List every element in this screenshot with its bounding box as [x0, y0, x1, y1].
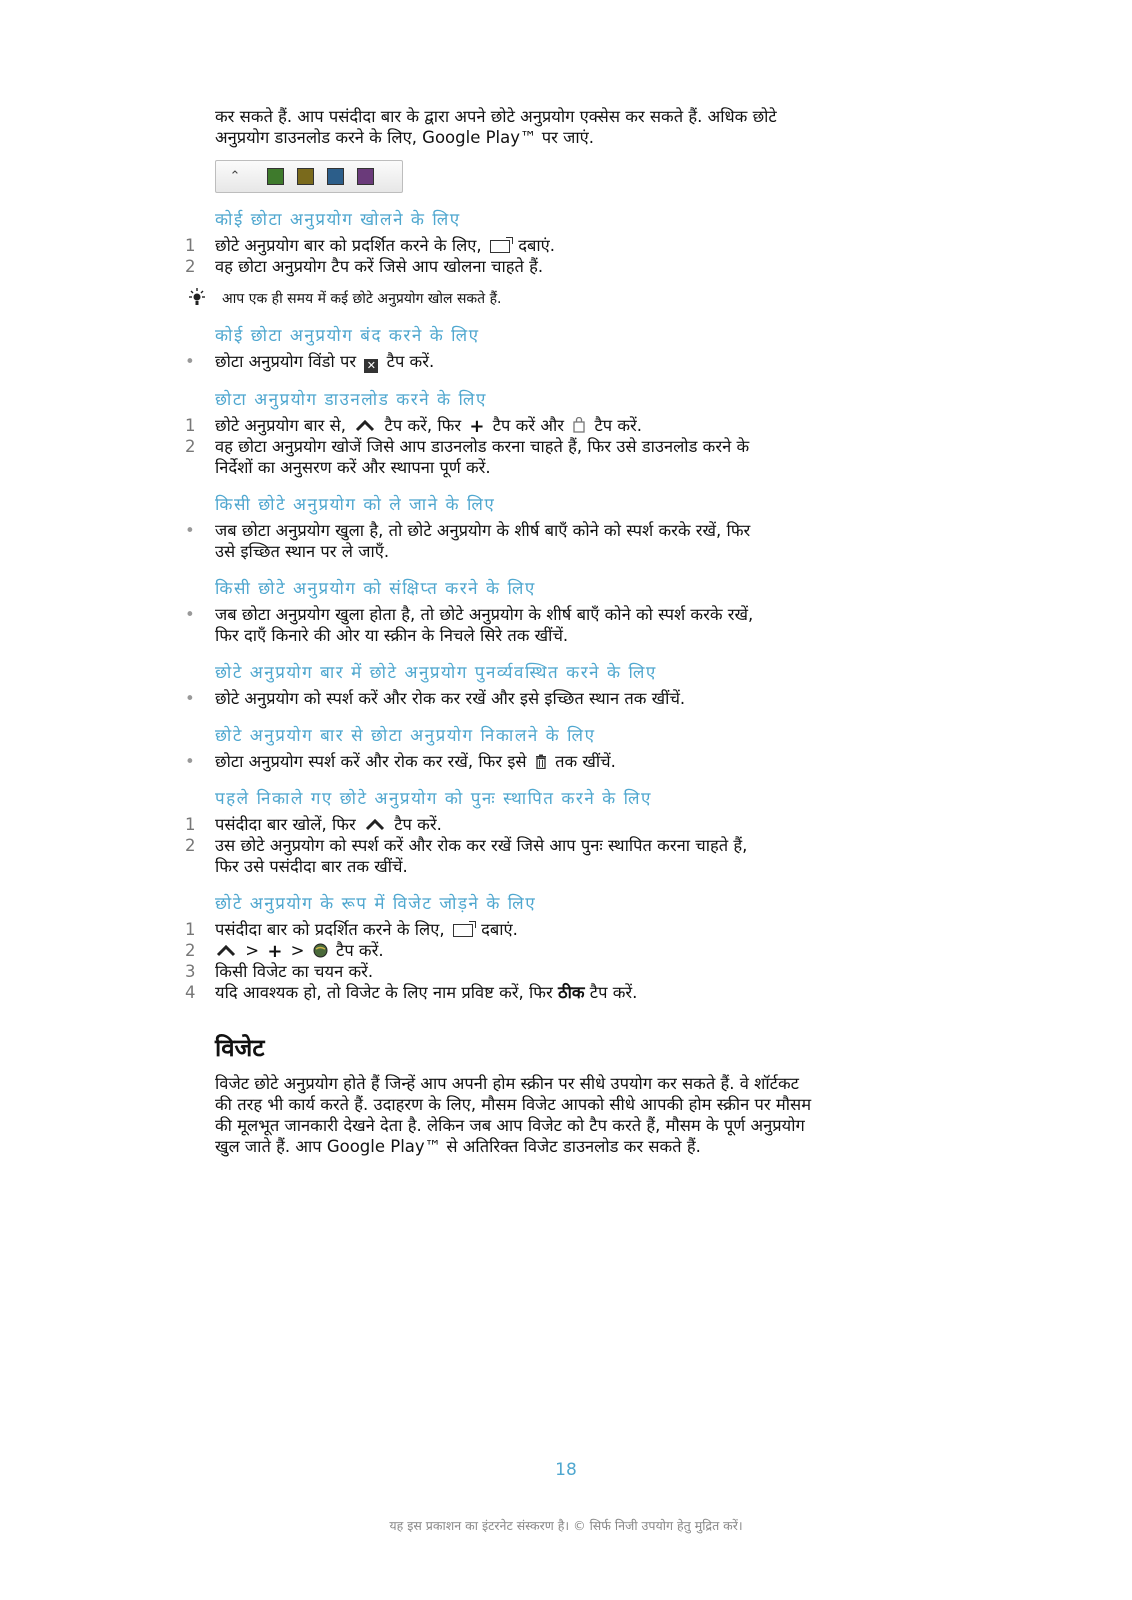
step-text: टैप करें.	[386, 352, 435, 371]
step-number: 2	[185, 941, 196, 960]
step-number: 2	[185, 437, 196, 456]
step-text: छोटे अनुप्रयोग बार को प्रदर्शित करने के लिए,	[215, 236, 482, 255]
heading-remove-small-app: छोटे अनुप्रयोग बार से छोटा अनुप्रयोग निकालने के लिए	[215, 726, 596, 746]
bullet: •	[185, 605, 195, 624]
ok-label: ठीक	[558, 983, 585, 1002]
heading-open-small-app: कोई छोटा अनुप्रयोग खोलने के लिए	[215, 210, 461, 230]
list-item	[185, 604, 955, 646]
step-text: उस छोटे अनुप्रयोग को स्पर्श करें और रोक कर रखें जिसे आप पुनः स्थापित करना चाहते हैं,	[215, 836, 748, 855]
list-item	[185, 940, 955, 962]
list-item	[185, 436, 955, 478]
heading-move-small-app: किसी छोटे अनुप्रयोग को ले जाने के लिए	[215, 495, 496, 515]
close-icon: ✕	[364, 359, 378, 373]
step-text: छोटा अनुप्रयोग स्पर्श करें और रोक कर रखें, फिर इसे	[215, 752, 527, 771]
list-item	[185, 415, 955, 437]
step-text: टैप करें.	[336, 941, 384, 960]
step-number: 1	[185, 920, 196, 939]
step-text: फिर उसे पसंदीदा बार तक खींचें.	[215, 857, 408, 876]
list-item	[185, 961, 955, 982]
tip-text: आप एक ही समय में कई छोटे अनुप्रयोग खोल सकते हैं.	[222, 291, 502, 307]
step-text: दबाएं.	[481, 920, 518, 939]
step-number: 2	[185, 257, 196, 276]
intro-line-1: कर सकते हैं. आप पसंदीदा बार के द्वारा अपने छोटे अनुप्रयोग एक्सेस कर सकते हैं. अधिक छोटे	[215, 107, 777, 126]
step-text: पसंदीदा बार खोलें, फिर	[215, 815, 356, 834]
step-text: टैप करें.	[394, 815, 442, 834]
step-text: किसी विजेट का चयन करें.	[215, 962, 374, 981]
step-text: छोटे अनुप्रयोग बार से,	[215, 416, 347, 435]
list-item	[185, 982, 955, 1003]
step-text: पसंदीदा बार को प्रदर्शित करने के लिए,	[215, 920, 445, 939]
small-apps-bar-image	[215, 160, 403, 193]
step-text: तक खींचें.	[555, 752, 616, 771]
section-title-widgets: विजेट	[215, 1034, 265, 1062]
step-text: दबाएं.	[518, 236, 556, 255]
widgets-paragraph-line: खुल जाते हैं. आप Google Play™ से अतिरिक्त विजेट डाउनलोड कर सकते हैं.	[215, 1137, 701, 1156]
bullet: •	[185, 689, 195, 708]
list-item	[185, 520, 955, 562]
chevron-up-icon	[215, 944, 237, 958]
notes-app-icon	[357, 168, 374, 185]
store-icon	[572, 417, 586, 433]
step-text: वह छोटा अनुप्रयोग टैप करें जिसे आप खोलना चाहते हैं.	[215, 257, 544, 276]
separator: >	[245, 941, 260, 960]
step-text: छोटा अनुप्रयोग विंडो पर	[215, 352, 357, 371]
step-text: जब छोटा अनुप्रयोग खुला है, तो छोटे अनुप्रयोग के शीर्ष बाएँ कोने को स्पर्श करके रखें, फिर	[215, 521, 751, 540]
separator: >	[290, 941, 305, 960]
trash-icon	[535, 754, 547, 769]
intro-line-2: अनुप्रयोग डाउनलोड करने के लिए, Google Play™ पर जाएं.	[215, 128, 595, 147]
step-text: टैप करें.	[594, 416, 643, 435]
clock-app-icon	[267, 168, 284, 185]
globe-icon	[313, 943, 328, 958]
plus-icon: +	[267, 941, 283, 962]
step-number: 1	[185, 815, 196, 834]
recent-apps-icon	[490, 240, 510, 253]
step-number: 1	[185, 416, 196, 435]
page-number: 18	[555, 1460, 577, 1480]
list-item	[185, 235, 955, 256]
timer-app-icon	[297, 168, 314, 185]
page-footer: यह इस प्रकाशन का इंटरनेट संस्करण है। © सिर्फ निजी उपयोग हेतु मुद्रित करें।	[389, 1518, 743, 1533]
list-item	[185, 835, 955, 877]
widgets-paragraph-line: की तरह भी कार्य करते हैं. उदाहरण के लिए, मौसम विजेट आपको सीधे आपकी होम स्क्रीन पर मौसम	[215, 1095, 812, 1114]
step-text: यदि आवश्यक हो, तो विजेट के लिए नाम प्रविष्ट करें, फिर	[215, 983, 553, 1002]
step-text: निर्देशों का अनुसरण करें और स्थापना पूर्ण करें.	[215, 458, 491, 477]
heading-download-small-app: छोटा अनुप्रयोग डाउनलोड करने के लिए	[215, 390, 487, 410]
page-content	[185, 106, 955, 1157]
step-text: उसे इच्छित स्थान पर ले जाएँ.	[215, 542, 390, 561]
chevron-up-icon	[364, 818, 386, 832]
list-item	[185, 688, 955, 709]
heading-add-widget-as-small-app: छोटे अनुप्रयोग के रूप में विजेट जोड़ने के लिए	[215, 894, 537, 914]
step-text: फिर दाएँ किनारे की ओर या स्क्रीन के निचले सिरे तक खींचें.	[215, 626, 569, 645]
step-text: टैप करें, फिर	[384, 416, 462, 435]
list-item	[185, 256, 955, 277]
recent-apps-icon	[453, 924, 473, 937]
heading-minimize-small-app: किसी छोटे अनुप्रयोग को संक्षिप्त करने के लिए	[215, 579, 536, 599]
widgets-paragraph-line: विजेट छोटे अनुप्रयोग होते हैं जिन्हें आप अपनी होम स्क्रीन पर सीधे उपयोग कर सकते हैं. वे शॉर्टकट	[215, 1074, 799, 1093]
calculator-app-icon	[327, 168, 344, 185]
chevron-up-icon	[354, 419, 376, 433]
lightbulb-icon	[186, 287, 208, 309]
step-text: टैप करें और	[492, 416, 564, 435]
step-number: 2	[185, 836, 196, 855]
heading-rearrange-small-apps: छोटे अनुप्रयोग बार में छोटे अनुप्रयोग पुनर्व्यवस्थित करने के लिए	[215, 663, 657, 683]
chevron-up-icon: ⌃	[229, 169, 241, 184]
list-item	[185, 919, 955, 940]
plus-icon: +	[469, 416, 485, 437]
widgets-paragraph-line: की मूलभूत जानकारी देखने देता है. लेकिन जब आप विजेट को टैप करते हैं, मौसम के पूर्ण अनुप्रयोग	[215, 1116, 805, 1135]
heading-close-small-app: कोई छोटा अनुप्रयोग बंद करने के लिए	[215, 326, 480, 346]
list-item	[185, 814, 955, 835]
step-text: जब छोटा अनुप्रयोग खुला होता है, तो छोटे अनुप्रयोग के शीर्ष बाएँ कोने को स्पर्श करके रखें,	[215, 605, 754, 624]
tip-note	[222, 289, 955, 309]
heading-restore-small-app: पहले निकाले गए छोटे अनुप्रयोग को पुनः स्थापित करने के लिए	[215, 789, 652, 809]
step-text: टैप करें.	[589, 983, 638, 1002]
list-item	[185, 351, 955, 373]
bullet: •	[185, 752, 195, 771]
step-text: वह छोटा अनुप्रयोग खोजें जिसे आप डाउनलोड करना चाहते हैं, फिर उसे डाउनलोड करने के	[215, 437, 750, 456]
step-text: छोटे अनुप्रयोग को स्पर्श करें और रोक कर रखें और इसे इच्छित स्थान तक खींचें.	[215, 689, 686, 708]
list-item	[185, 751, 955, 772]
step-number: 3	[185, 962, 196, 981]
step-number: 4	[185, 983, 196, 1002]
bullet: •	[185, 521, 195, 540]
step-number: 1	[185, 236, 196, 255]
bullet: •	[185, 352, 195, 371]
